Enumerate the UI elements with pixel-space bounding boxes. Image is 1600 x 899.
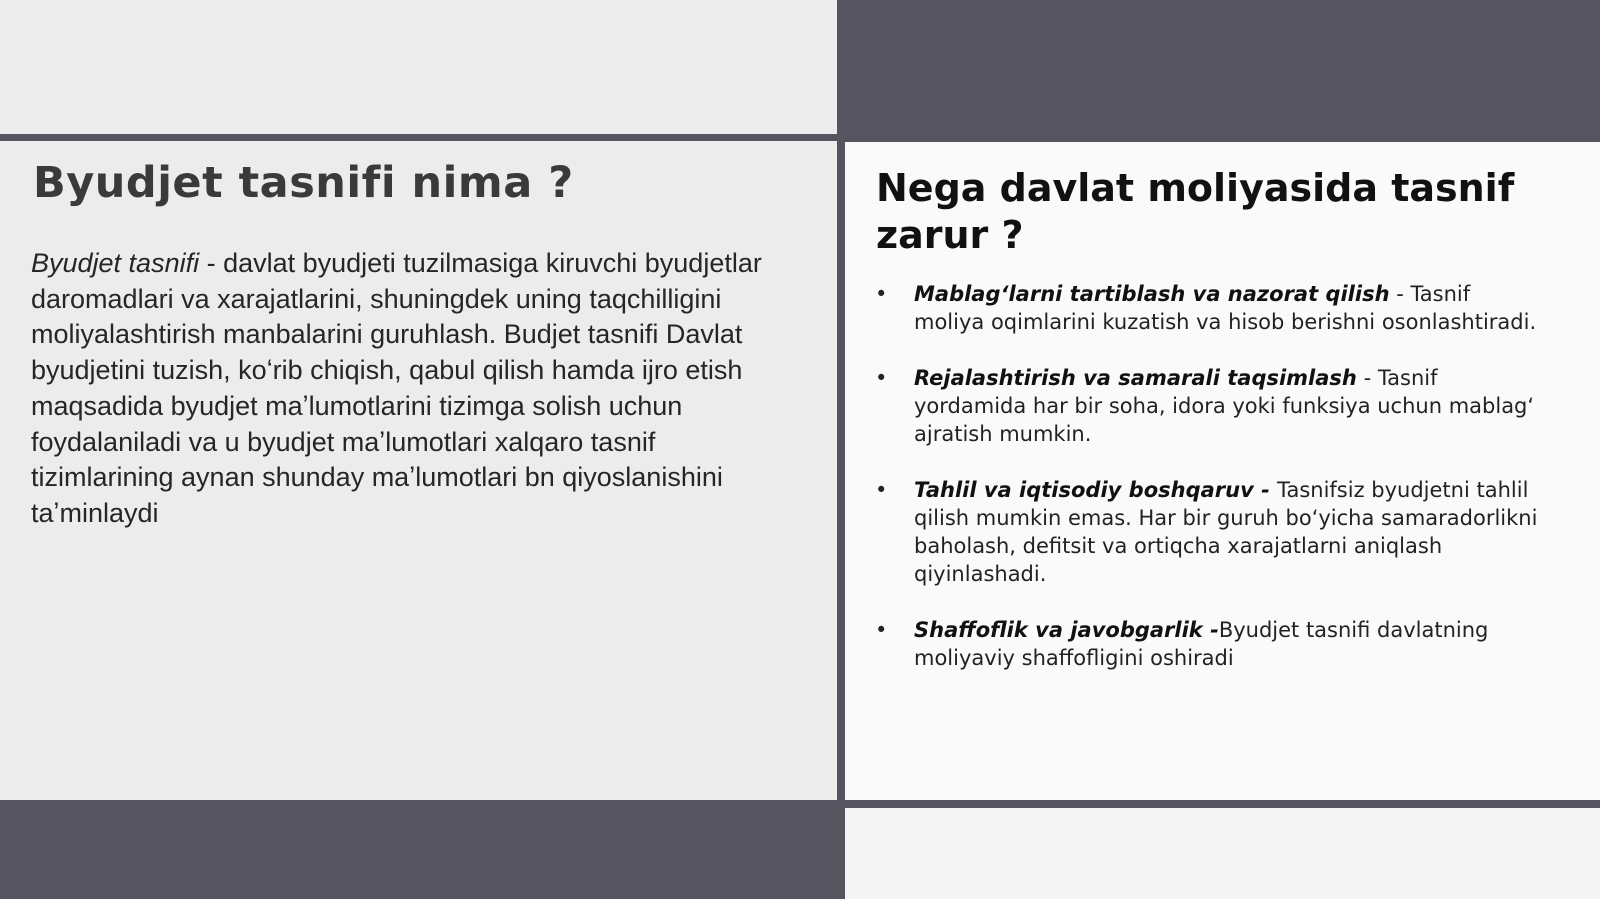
bottom-right-divider: [845, 800, 1600, 808]
top-divider: [0, 134, 837, 141]
right-slide-title: Nega davlat moliyasida tasnif zarur ?: [876, 166, 1515, 257]
definition-term: Byudjet tasnifi: [31, 248, 200, 278]
bottom-right-background: [845, 808, 1600, 899]
bullet-lead: Tahlil va iqtisodiy boshqaruv -: [914, 478, 1278, 502]
top-right-accent-block: [837, 0, 1600, 142]
bottom-left-accent-block: [0, 800, 845, 899]
list-item: [875, 280, 1545, 336]
bullet-text: - Tasnif moliya oqimlarini kuzatish va hisob berishni osonlashtiradi.: [914, 282, 1537, 334]
reasons-list: [875, 280, 1545, 700]
bullet-text: Tasnifsiz byudjetni tahlil qilish mumkin emas. Har bir guruh bo‘yicha samaradorlikni baholash, defitsit va ortiqcha xarajatlarni aniqlash qiyinlashadi.: [914, 478, 1538, 586]
list-item: [875, 476, 1545, 588]
bullet-icon: •: [875, 282, 888, 306]
bullet-text: Byudjet tasnifi davlatning moliyaviy shaffofligini oshiradi: [914, 618, 1489, 670]
bullet-text: - Tasnif yordamida har bir soha, idora yoki funksiya uchun mablag‘ ajratish mumkin.: [914, 366, 1535, 446]
bullet-icon: •: [875, 478, 888, 502]
list-item: [875, 616, 1545, 672]
top-left-background: [0, 0, 837, 135]
bullet-icon: •: [875, 366, 888, 390]
bullet-lead: Mablag‘larni tartiblash va nazorat qilish: [914, 282, 1390, 306]
center-divider: [837, 142, 845, 800]
bullet-icon: •: [875, 618, 888, 642]
list-item: [875, 364, 1545, 448]
bullet-lead: Rejalashtirish va samarali taqsimlash: [914, 366, 1357, 390]
bullet-lead: Shaffoflik va javobgarlik -: [914, 618, 1219, 642]
definition-text: - davlat byudjeti tuzilmasiga kiruvchi byudjetlar daromadlari va xarajatlarini, shuningdek uning taqchilligini moliyalashtirish manbalarini guruhlash. Budjet tasnifi Davlat byudjetini tuzish, koʻrib chiqish, qabul qilish hamda ijro etish maqsadida byudjet maʼlumotlarini tizimga solish uchun foydalaniladi va u byudjet maʼlumotlari xalqaro tasnif tizimlarining aynan shunday maʼlumotlari bn qiyoslanishini taʼminlaydi: [31, 248, 762, 528]
left-slide-title: Byudjet tasnifi nima ?: [33, 158, 574, 208]
definition-paragraph: [31, 246, 791, 532]
